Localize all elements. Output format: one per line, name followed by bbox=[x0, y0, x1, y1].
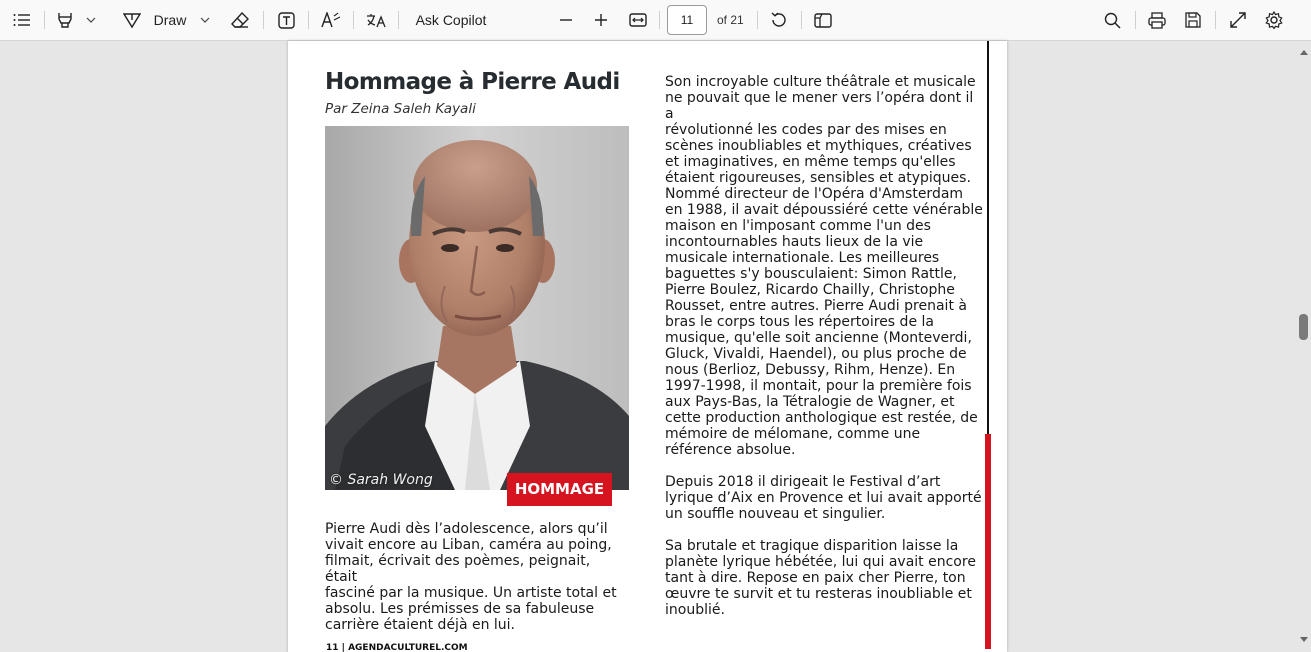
left-paragraph: Pierre Audi dès l’adolescence, alors qu’il vivait encore au Liban, caméra au poing, filmait, écrivait des poèmes, peignait, était fasciné par la musique. Un artiste total et absolu. Les prémisses de sa fabuleuse carrière étaient déjà en lui. bbox=[325, 521, 617, 633]
right-paragraph-3: Depuis 2018 il dirigeait le Festival d’art lyrique d’Aix en Provence et lui avait apporté un souffle nouveau et singulier. bbox=[665, 474, 982, 522]
expand-icon[interactable] bbox=[1226, 0, 1250, 40]
save-icon[interactable] bbox=[1181, 0, 1205, 40]
pdf-toolbar bbox=[0, 0, 1311, 41]
pdf-page bbox=[288, 41, 1007, 652]
zoom-in-icon[interactable] bbox=[591, 0, 611, 40]
chevron-down-icon[interactable] bbox=[82, 0, 100, 40]
portrait-photo bbox=[325, 126, 629, 490]
read-aloud-icon[interactable] bbox=[318, 0, 344, 40]
ask-copilot-label: Ask Copilot bbox=[415, 12, 487, 28]
draw-icon[interactable] bbox=[120, 0, 144, 40]
draw-button[interactable] bbox=[152, 0, 188, 40]
search-icon[interactable] bbox=[1100, 0, 1124, 40]
column-divider bbox=[987, 41, 989, 435]
photo-credit: © Sarah Wong bbox=[329, 472, 433, 488]
accent-bar bbox=[985, 434, 991, 649]
fit-page-icon[interactable] bbox=[627, 0, 649, 40]
right-paragraph-4: Sa brutale et tragique disparition laisse la planète lyrique hébétée, lui qui avait encore tant à dire. Repose en paix cher Pierre, ton œuvre te survit et tu resteras inoubliable et inoublié. bbox=[665, 538, 976, 618]
erase-icon[interactable] bbox=[228, 0, 252, 40]
page-total: of 21 bbox=[717, 13, 744, 27]
scroll-up-arrow-icon[interactable] bbox=[1298, 46, 1310, 58]
scroll-down-arrow-icon[interactable] bbox=[1298, 632, 1310, 644]
page-footer: 11 | AGENDACULTUREL.COM bbox=[326, 643, 468, 652]
right-paragraph-2: Nommé directeur de l'Opéra d'Amsterdam en 1988, il avait dépoussiéré cette vénérable maison en l'imposant comme l'un des incontournables hauts lieux de la vie musicale internationale. Les meilleures baguettes s'y bousculaient: Simon Rattle, Pierre Boulez, Ricardo Chailly, Christophe Rousset, entre autres. Pierre Audi prenait à bras le corps tous les répertoires de la musique, qu'elle soit ancienne (Monteverdi, Gluck, Vivaldi, Haendel), ou plus proche de nous (Berlioz, Debussy, Rihm, Henze). En 1997-1998, il montait, pour la première fois aux Pays-Bas, la Tétralogie de Wagner, et cette production anthologique est restée, de mémoire de mélomane, comme une référence absolue. bbox=[665, 186, 983, 458]
article-title: Hommage à Pierre Audi bbox=[325, 69, 620, 95]
right-paragraph-1: Son incroyable culture théâtrale et musicale ne pouvait que le mener vers l’opéra dont il a révolutionné les codes par des mises en scènes inoubliables et mythiques, créatives et imaginatives, en même temps qu'elles étaient rigoureuses, sensibles et atypiques. bbox=[665, 74, 976, 186]
article-byline: Par Zeina Saleh Kayali bbox=[325, 101, 476, 117]
highlight-icon[interactable] bbox=[54, 0, 76, 40]
rotate-icon[interactable] bbox=[768, 0, 790, 40]
translate-icon[interactable] bbox=[363, 0, 389, 40]
page-number-input[interactable]: 11 bbox=[667, 5, 707, 35]
section-badge: HOMMAGE bbox=[507, 473, 612, 506]
ask-copilot-button[interactable] bbox=[408, 0, 494, 40]
settings-icon[interactable] bbox=[1262, 0, 1286, 40]
chevron-down-icon[interactable] bbox=[196, 0, 214, 40]
draw-label: Draw bbox=[153, 12, 187, 28]
page-view-icon[interactable] bbox=[812, 0, 834, 40]
zoom-out-icon[interactable] bbox=[556, 0, 576, 40]
contents-icon[interactable] bbox=[10, 0, 34, 40]
scrollbar-thumb[interactable] bbox=[1299, 314, 1308, 340]
text-box-icon[interactable] bbox=[274, 0, 298, 40]
print-icon[interactable] bbox=[1145, 0, 1169, 40]
